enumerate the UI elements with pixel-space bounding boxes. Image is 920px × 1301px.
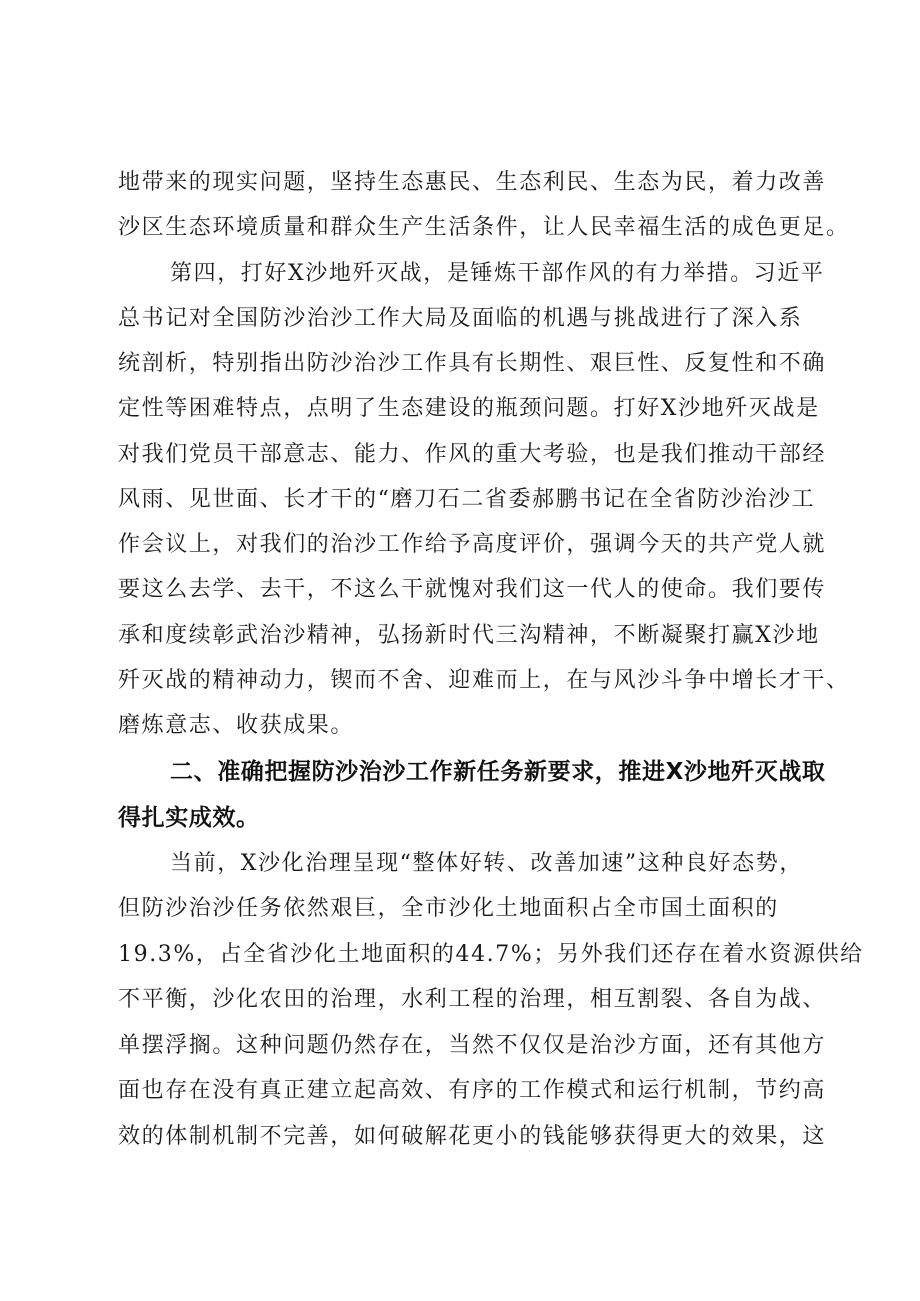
paragraph-line: 承和度续彰武治沙精神，弘扬新时代三沟精神，不断凝聚打赢X沙地 xyxy=(118,623,820,648)
paragraph-line: 要这么去学、去干，不这么干就愧对我们这一代人的使命。我们要传 xyxy=(118,577,827,602)
paragraph-line: 第四，打好X沙地歼灭战，是锤炼干部作风的有力举措。习近平 xyxy=(170,261,825,286)
paragraph-line: 当前，X沙化治理呈现“整体好转、改善加速”这种良好态势， xyxy=(170,851,803,876)
paragraph-line: 效的体制机制不完善，如何破解花更小的钱能够获得更大的效果，这 xyxy=(118,1124,827,1149)
paragraph-line: 19.3%，占全省沙化土地面积的44.7%；另外我们还存在着水资源供给 xyxy=(118,942,864,967)
paragraph-line: 作会议上，对我们的治沙工作给予高度评价，强调今天的共产党人就 xyxy=(118,532,827,557)
paragraph-line: 沙区生态环境质量和群众生产生活条件，让人民幸福生活的成色更足。 xyxy=(118,215,850,240)
paragraph-line: 总书记对全国防沙治沙工作大局及面临的机遇与挑战进行了深入系 xyxy=(118,306,803,331)
paragraph-line: 定性等困难特点，点明了生态建设的瓶颈问题。打好X沙地歼灭战是 xyxy=(118,396,820,421)
paragraph-line: 歼灭战的精神动力，锲而不舍、迎难而上，在与风沙斗争中增长才干、 xyxy=(118,668,850,693)
section-heading: 得扎实成效。 xyxy=(118,805,260,831)
section-heading: 二、准确把握防沙治沙工作新任务新要求，推进X沙地歼灭战取 xyxy=(170,759,826,785)
paragraph-line: 地带来的现实问题，坚持生态惠民、生态利民、生态为民，着力改善 xyxy=(118,170,827,195)
paragraph-line: 但防沙治沙任务依然艰巨，全市沙化土地面积占全市国土面积的 xyxy=(118,896,779,921)
paragraph-line: 不平衡，沙化农田的治理，水利工程的治理，相互割裂、各自为战、 xyxy=(118,987,827,1012)
paragraph-line: 统剖析，特别指出防沙治沙工作具有长期性、艰巨性、反复性和不确 xyxy=(118,351,827,376)
paragraph-line: 对我们党员干部意志、能力、作风的重大考验，也是我们推动干部经 xyxy=(118,442,827,467)
paragraph-line: 风雨、见世面、长才干的“磨刀石二省委郝鹏书记在全省防沙治沙工 xyxy=(118,487,816,512)
paragraph-line: 单摆浮搁。这种问题仍然存在，当然不仅仅是治沙方面，还有其他方 xyxy=(118,1033,827,1058)
paragraph-line: 面也存在没有真正建立起高效、有序的工作模式和运行机制，节约高 xyxy=(118,1078,827,1103)
paragraph-line: 磨炼意志、收获成果。 xyxy=(118,713,355,738)
